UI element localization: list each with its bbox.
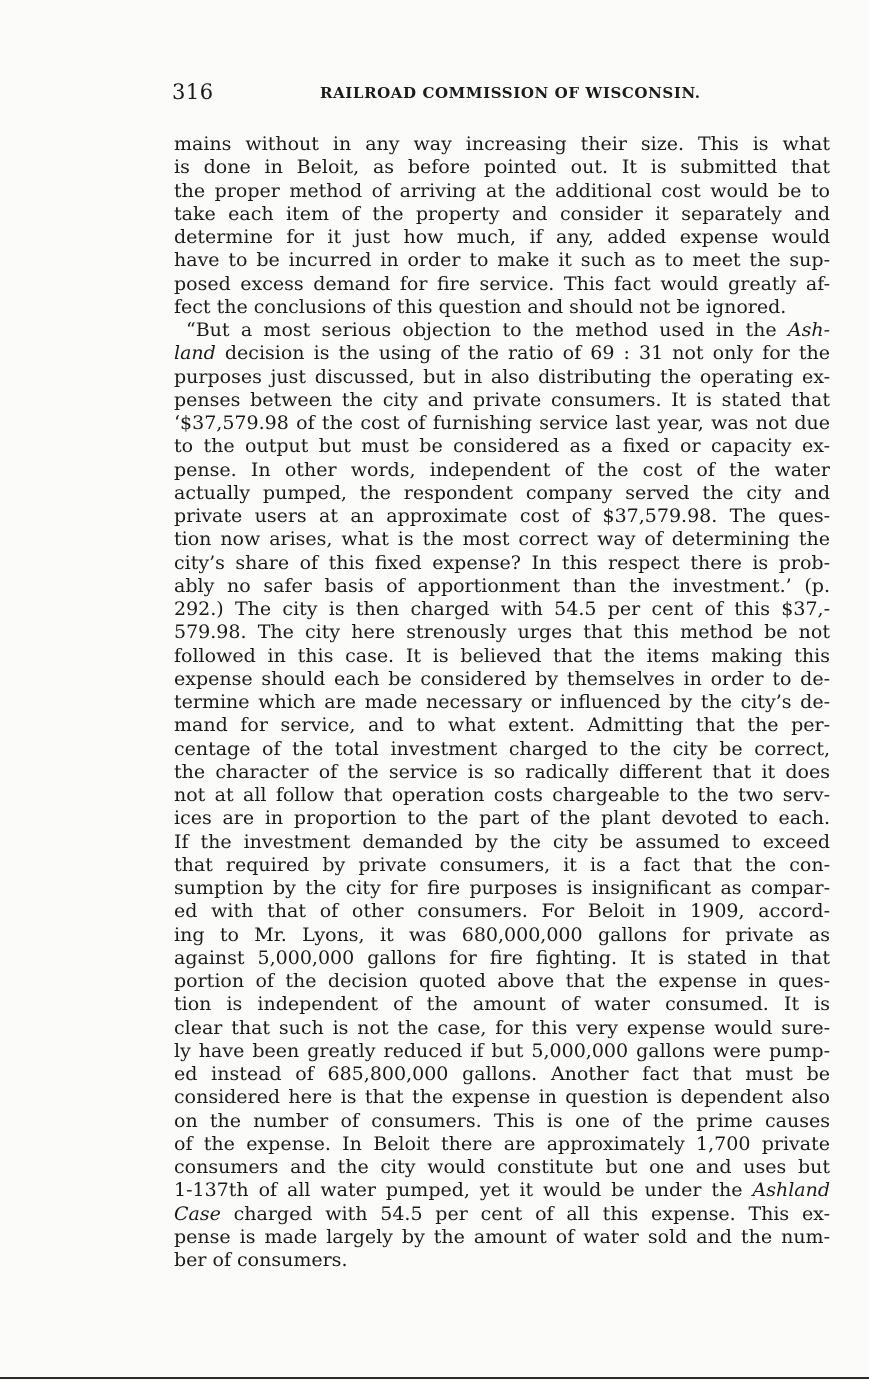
text-line: [174, 435, 830, 458]
text-line: [174, 552, 830, 575]
page-number: 316: [172, 80, 214, 104]
italic-text: Case: [174, 1202, 221, 1225]
text-line: [174, 389, 830, 412]
line-text: the character of the service is so radically different that it does: [174, 760, 830, 783]
line-text: ‘$37,579.98 of the cost of furnishing service last year, was not due: [174, 412, 830, 434]
line-text: not at all follow that operation costs chargeable to the two serv-: [174, 784, 830, 806]
text-line: [174, 459, 830, 482]
line-text: 1-137th of all water pumped, yet it would be under the: [174, 1179, 753, 1202]
text-line: [174, 1040, 830, 1063]
line-text: mains without in any way increasing their size. This is what: [174, 133, 830, 155]
line-text: private users at an approximate cost of $37,579.98. The ques-: [174, 505, 830, 527]
text-line: [174, 482, 830, 505]
text-line: [174, 1017, 830, 1040]
text-line: [174, 877, 830, 900]
text-line: [174, 575, 830, 598]
line-text: consumers and the city would constitute but one and uses but: [174, 1156, 830, 1178]
line-text: “But a most serious objection to the method used in the: [186, 319, 788, 341]
text-line: [174, 738, 830, 761]
text-line: [174, 505, 830, 528]
text-line: [174, 993, 830, 1016]
line-text: followed in this case. It is believed that the items making this: [174, 644, 830, 667]
line-text: actually pumped, the respondent company served the city and: [174, 481, 830, 504]
text-line: [174, 412, 830, 435]
text-line: [174, 133, 830, 156]
line-text: purposes just discussed, but in also distributing the operating ex-: [174, 365, 830, 388]
text-line: [174, 1086, 830, 1109]
text-line: [174, 645, 830, 668]
line-text: posed excess demand for fire service. This fact would greatly af-: [174, 272, 830, 295]
text-line: [174, 1133, 830, 1156]
line-text: charged with 54.5 per cent of all this expense. This ex-: [220, 1202, 830, 1225]
text-line: [174, 854, 830, 877]
text-line: [174, 900, 830, 923]
text-line: [174, 970, 830, 993]
text-line: [174, 784, 830, 807]
text-line: [174, 714, 830, 737]
text-line: [174, 1249, 830, 1272]
line-text: ing to Mr. Lyons, it was 680,000,000 gallons for private as: [174, 923, 830, 946]
line-text: pense is made largely by the amount of water sold and the num-: [174, 1225, 830, 1248]
line-text: ber of consumers.: [174, 1249, 348, 1271]
line-text: decision is the using of the ratio of 69 : 31 not only for the: [215, 342, 830, 365]
italic-text: Ashland: [752, 1179, 830, 1202]
line-text: pense. In other words, independent of the cost of the water: [174, 458, 830, 481]
text-line: [174, 1179, 830, 1202]
line-text: termine which are made necessary or influenced by the city’s de-: [174, 691, 830, 713]
text-line: [174, 273, 830, 296]
text-line: [174, 203, 830, 226]
line-text: to the output but must be considered as a fixed or capacity ex-: [174, 435, 830, 458]
line-text: considered here is that the expense in question is dependent also: [174, 1086, 830, 1109]
line-text: 579.98. The city here strenously urges that this method be not: [174, 621, 830, 644]
text-line: [174, 761, 830, 784]
text-line: [174, 319, 830, 342]
line-text: mand for service, and to what extent. Admitting that the per-: [174, 714, 830, 737]
text-line: [174, 296, 830, 319]
line-text: take each item of the property and consider it separately and: [174, 202, 830, 225]
text-line: [174, 668, 830, 691]
line-text: sumption by the city for fire purposes is insignificant as compar-: [174, 877, 830, 899]
text-line: [174, 691, 830, 714]
text-line: [174, 924, 830, 947]
line-text: determine for it just how much, if any, added expense would: [174, 226, 830, 248]
line-text: the proper method of arriving at the additional cost would be to: [174, 179, 830, 202]
line-text: ly have been greatly reduced if but 5,000,000 gallons were pump-: [174, 1039, 830, 1062]
line-text: centage of the total investment charged to the city be correct,: [174, 737, 830, 760]
italic-text: land: [174, 342, 216, 365]
line-text: city’s share of this fixed expense? In this respect there is prob-: [174, 551, 830, 574]
page-header: [172, 80, 832, 110]
text-line: [174, 366, 830, 389]
body-text: [174, 133, 830, 1272]
italic-text: Ash-: [787, 319, 830, 341]
line-text: 292.) The city is then charged with 54.5 per cent of this $37,-: [174, 598, 830, 620]
text-line: [174, 156, 830, 179]
line-text: that required by private consumers, it is a fact that the con-: [174, 853, 830, 876]
text-line: [174, 807, 830, 830]
line-text: of the expense. In Beloit there are approximately 1,700 private: [174, 1132, 830, 1155]
line-text: against 5,000,000 gallons for fire fighting. It is stated in that: [174, 946, 830, 969]
text-line: [174, 621, 830, 644]
line-text: ices are in proportion to the part of the plant devoted to each.: [174, 807, 830, 830]
page-bottom-edge: [0, 1377, 869, 1379]
line-text: on the number of consumers. This is one of the prime causes: [174, 1109, 830, 1132]
text-line: [174, 831, 830, 854]
line-text: ed with that of other consumers. For Beloit in 1909, accord-: [174, 900, 830, 923]
text-line: [174, 226, 830, 249]
text-line: [174, 1110, 830, 1133]
text-line: [174, 598, 830, 621]
line-text: tion is independent of the amount of water consumed. It is: [174, 993, 830, 1016]
text-line: [174, 1226, 830, 1249]
text-line: [174, 249, 830, 272]
line-text: ably no safer basis of apportionment than the investment.’ (p.: [174, 574, 830, 597]
text-line: [174, 1156, 830, 1179]
line-text: If the investment demanded by the city be assumed to exceed: [174, 830, 830, 853]
text-line: [174, 1203, 830, 1226]
text-line: [174, 1063, 830, 1086]
line-text: is done in Beloit, as before pointed out. It is submitted that: [174, 156, 830, 179]
line-text: tion now arises, what is the most correct way of determining the: [174, 528, 830, 551]
line-text: ed instead of 685,800,000 gallons. Another fact that must be: [174, 1063, 830, 1085]
text-line: [174, 528, 830, 551]
line-text: clear that such is not the case, for this very expense would sure-: [174, 1016, 830, 1039]
line-text: have to be incurred in order to make it such as to meet the sup-: [174, 249, 830, 272]
line-text: expense should each be considered by themselves in order to de-: [174, 667, 830, 690]
line-text: penses between the city and private consumers. It is stated that: [174, 388, 830, 411]
line-text: portion of the decision quoted above that the expense in ques-: [174, 970, 830, 992]
running-head: RAILROAD COMMISSION OF WISCONSIN.: [320, 84, 701, 102]
line-text: fect the conclusions of this question and should not be ignored.: [174, 295, 787, 318]
text-line: [174, 180, 830, 203]
text-line: [174, 947, 830, 970]
text-line: [174, 342, 830, 365]
